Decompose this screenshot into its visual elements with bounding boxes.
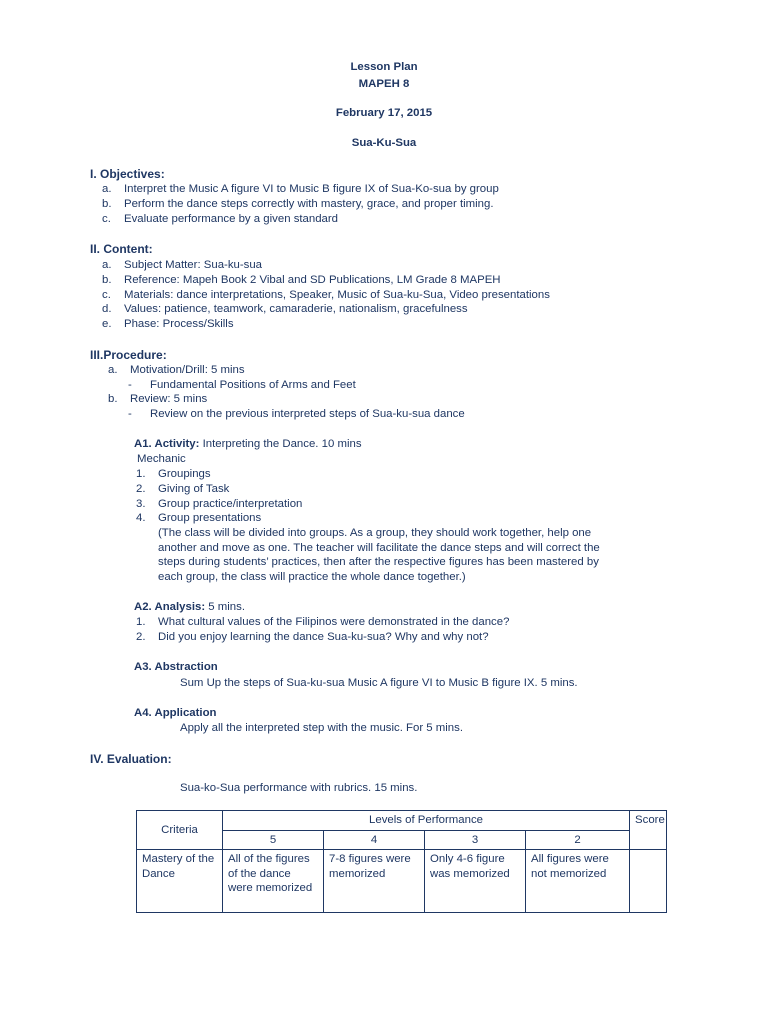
item-text: Groupings (158, 468, 211, 480)
activity-heading (134, 437, 362, 451)
objective-item (102, 212, 338, 226)
abstraction-label: A3. Abstraction (134, 661, 218, 673)
item-marker: 1. (136, 616, 146, 628)
item-marker: 2. (136, 631, 146, 643)
content-heading: II. Content: (90, 242, 153, 256)
level-5-cell: All of the figures of the dance were memorized (223, 850, 324, 913)
item-marker: 3. (136, 498, 146, 510)
analysis-heading (134, 600, 245, 614)
dash-marker: - (128, 379, 132, 391)
score-header-spacer (630, 830, 667, 850)
item-text: What cultural values of the Filipinos were demonstrated in the dance? (158, 616, 510, 628)
item-text: Phase: Process/Skills (124, 318, 234, 330)
item-marker: b. (102, 274, 112, 286)
evaluation-text: Sua-ko-Sua performance with rubrics. 15 mins. (180, 782, 418, 794)
level-3-header: 3 (425, 830, 526, 850)
item-marker: c. (102, 213, 111, 225)
item-text: Interpret the Music A figure VI to Music B figure IX of Sua-Ko-sua by group (124, 183, 499, 195)
analysis-text: 5 mins. (205, 601, 246, 613)
content-item (102, 258, 262, 272)
item-marker: a. (108, 364, 118, 376)
level-5-header: 5 (223, 830, 324, 850)
item-text: Giving of Task (158, 483, 230, 495)
item-text: Values: patience, teamwork, camaraderie, nationalism, gracefulness (124, 303, 468, 315)
item-text: Materials: dance interpretations, Speaker, Music of Sua-ku-Sua, Video presentations (124, 289, 550, 301)
item-text: Did you enjoy learning the dance Sua-ku-sua? Why and why not? (158, 631, 489, 643)
item-marker: e. (102, 318, 112, 330)
level-2-header: 2 (526, 830, 630, 850)
activity-text: Interpreting the Dance. 10 mins (199, 438, 362, 450)
analysis-question (136, 615, 509, 629)
item-marker: 4. (136, 512, 146, 524)
item-text: Evaluate performance by a given standard (124, 213, 339, 225)
application-label: A4. Application (134, 707, 217, 719)
content-item (102, 302, 468, 316)
procedure-review-sub (128, 407, 465, 421)
item-text: Subject Matter: Sua-ku-sua (124, 259, 263, 271)
mechanic-step (136, 497, 302, 511)
activity-note-line: each group, the class will practice the whole dance together.) (158, 571, 466, 583)
level-4-header: 4 (324, 830, 425, 850)
activity-note-line: (The class will be divided into groups. As a group, they should work together, help one (158, 527, 592, 539)
item-text: Perform the dance steps correctly with mastery, grace, and proper timing. (124, 198, 494, 210)
item-marker: 2. (136, 483, 146, 495)
doc-date: February 17, 2015 (335, 107, 433, 119)
analysis-question (136, 630, 489, 644)
evaluation-heading: IV. Evaluation: (90, 752, 172, 766)
item-marker: 1. (136, 468, 146, 480)
content-item (102, 288, 550, 302)
objective-item (102, 197, 494, 211)
rubric-table (136, 810, 667, 913)
item-marker: b. (102, 198, 112, 210)
item-marker: c. (102, 289, 111, 301)
analysis-label: A2. Analysis: (134, 601, 206, 613)
score-cell (630, 850, 667, 913)
level-3-cell: Only 4-6 figure was memorized (425, 850, 526, 913)
item-marker: b. (108, 393, 118, 405)
item-text: Group practice/interpretation (158, 498, 303, 510)
item-text: Review: 5 mins (130, 393, 208, 405)
content-item (102, 273, 501, 287)
item-marker: a. (102, 183, 112, 195)
mechanic-step (136, 482, 229, 496)
mechanic-step (136, 467, 211, 481)
levels-header: Levels of Performance (223, 811, 630, 831)
application-text: Apply all the interpreted step with the music. For 5 mins. (180, 722, 463, 734)
item-text: Review on the previous interpreted steps of Sua-ku-sua dance (150, 408, 465, 420)
item-text: Reference: Mapeh Book 2 Vibal and SD Publications, LM Grade 8 MAPEH (124, 274, 501, 286)
content-item (102, 317, 234, 331)
activity-label: A1. Activity: (134, 438, 200, 450)
mechanic-step (136, 511, 261, 525)
procedure-heading: III.Procedure: (90, 348, 167, 362)
rubric-row (137, 850, 667, 913)
activity-note-line: steps during students’ practices, then after the respective figures has been mastered by (158, 556, 599, 568)
rubric-header-row (137, 811, 667, 831)
dash-marker: - (128, 408, 132, 420)
procedure-motivation-sub (128, 378, 356, 392)
procedure-motivation (108, 363, 245, 377)
abstraction-text: Sum Up the steps of Sua-ku-sua Music A figure VI to Music B figure IX. 5 mins. (180, 677, 578, 689)
activity-note-line: another and move as one. The teacher will facilitate the dance steps and will correct the (158, 542, 600, 554)
doc-title: Lesson Plan (350, 61, 418, 73)
objective-item (102, 182, 499, 196)
criteria-header: Criteria (137, 811, 223, 850)
procedure-review (108, 392, 207, 406)
item-text: Motivation/Drill: 5 mins (130, 364, 245, 376)
level-2-cell: All figures were not memorized (526, 850, 630, 913)
level-4-cell: 7-8 figures were memorized (324, 850, 425, 913)
item-marker: a. (102, 259, 112, 271)
mechanic-label: Mechanic (137, 453, 186, 465)
score-header: Score (630, 811, 667, 831)
item-text: Fundamental Positions of Arms and Feet (150, 379, 356, 391)
doc-subject: MAPEH 8 (358, 78, 410, 90)
doc-topic: Sua-Ku-Sua (351, 137, 417, 149)
criteria-cell: Mastery of the Dance (137, 850, 223, 913)
item-marker: d. (102, 303, 112, 315)
item-text: Group presentations (158, 512, 262, 524)
objectives-heading: I. Objectives: (90, 167, 165, 181)
